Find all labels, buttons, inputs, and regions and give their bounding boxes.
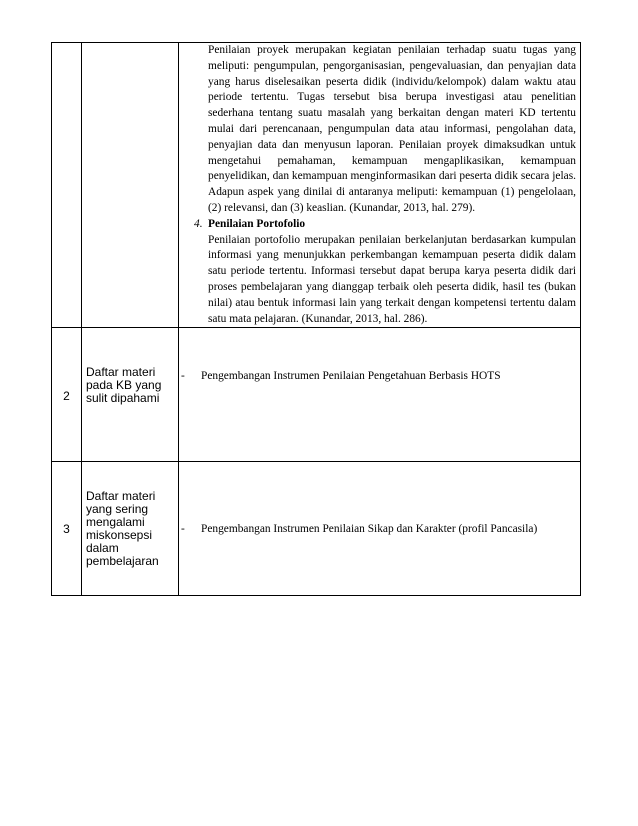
table-row	[52, 328, 581, 462]
materials-table	[51, 42, 581, 596]
row1-number-cell	[52, 43, 82, 328]
portfolio-heading	[194, 217, 576, 233]
list-item: Pengembangan Instrumen Penilaian Sikap dan Karakter (profil Pancasila)	[201, 522, 538, 535]
row-content	[179, 328, 581, 462]
row-number: 3	[52, 462, 82, 596]
list-dash: -	[181, 370, 185, 383]
item-title: Penilaian Portofolio	[208, 217, 306, 230]
row-label: Daftar materi pada KB yang sulit dipahami	[82, 328, 179, 462]
row1-content-cell	[179, 43, 581, 328]
row-label: Daftar materi yang sering mengalami miskonsepsi dalam pembelajaran	[82, 462, 179, 596]
row-number: 2	[52, 328, 82, 462]
portfolio-paragraph: Penilaian portofolio merupakan penilaian berkelanjutan berdasarkan kumpulan informasi yang menunjukkan perkembangan kemampuan peserta didik dalam satu periode tertentu. Informasi tersebut dapat berupa karya peserta didik dari proses pembelajaran yang dianggap terbaik oleh peserta didik, hasil tes (bukan nilai) atau bentuk informasi lain yang terkait dengan kompetensi tertentu dalam satu mata pelajaran. (Kunandar, 2013, hal. 286).	[208, 233, 576, 325]
list-item: Pengembangan Instrumen Penilaian Pengetahuan Berbasis HOTS	[201, 370, 501, 383]
table-row	[52, 43, 581, 328]
list-dash: -	[181, 522, 185, 535]
project-assessment-paragraph: Penilaian proyek merupakan kegiatan penilaian terhadap suatu tugas yang meliputi: pengumpulan, pengorganisasian, pengevaluasian, dan penyajian data yang harus diselesaikan peserta didik (individu/kelompok) dalam waktu atau periode tertentu. Tugas tersebut bisa berupa investigasi atau penelitian sederhana tentang suatu masalah yang berkaitan dengan materi KD tertentu mulai dari perencanaan, pengumpulan data atau informasi, pengolahan data, penyajian data dan menyusun laporan. Penilaian proyek dimaksudkan untuk mengetahui pemahaman, kemampuan mengaplikasikan, kemampuan penyelidikan, dan kemampuan menginformasikan dari peserta didik secara jelas. Adapun aspek yang dinilai di antaranya meliputi: kemampuan (1) pengelolaan, (2) relevansi, dan (3) keaslian. (Kunandar, 2013, hal. 279).	[208, 44, 576, 214]
table-row	[52, 462, 581, 596]
row-content	[179, 462, 581, 596]
row1-label-cell	[82, 43, 179, 328]
item-number: 4.	[194, 217, 203, 230]
